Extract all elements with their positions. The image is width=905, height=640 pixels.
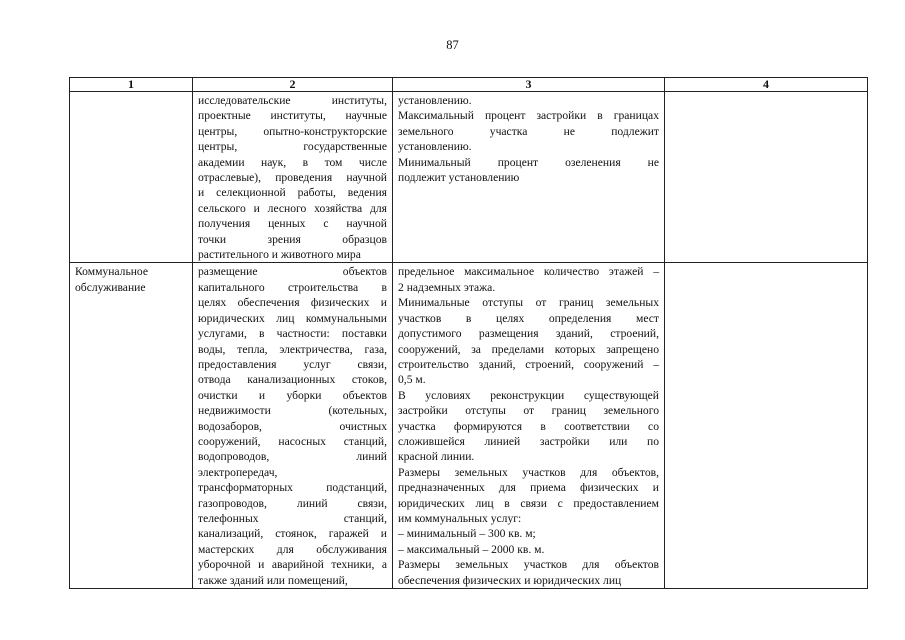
text-line: центры, опытно-конструкторские [198,124,387,138]
text-line: обслуживание [75,280,146,294]
text-line: – максимальный – 2000 кв. м. [398,542,545,556]
text-line: размещение объектов [198,265,387,279]
text-line: сооружений, насосных станций, [198,434,387,448]
text-line: сложившейся линией застройки или по [398,434,659,448]
text-line: недвижимости (котельных, [198,404,387,418]
text-line: сельского и лесного хозяйства для [198,201,387,215]
text-line: допустимого размещения зданий, строений, [398,327,659,341]
row2-col2-text [198,264,387,588]
text-line: получения ценных с научной [198,217,387,231]
text-line: участка формируются в соответствии со [398,419,659,433]
text-line: проектные институты, научные [198,109,387,123]
column-header-4: 4 [665,78,868,92]
text-line: очистки и уборки объектов [198,388,387,402]
text-line: газопроводов, линий связи, [198,496,387,510]
text-line: Минимальный процент озеленения не [398,155,659,169]
text-line: целях обеспечения физических и [198,296,387,310]
text-line: строительство зданий, строений, сооружений – [398,357,659,371]
text-line: им коммунальных услуг: [398,511,522,525]
page-number: 87 [446,38,459,52]
row1-col2-cell [193,92,393,263]
text-line: Максимальный процент застройки в границах [398,109,659,123]
text-line: электропередач, [198,465,278,479]
text-line: и селекционной работы, ведения [198,186,387,200]
text-line: отвода канализационных стоков, [198,373,387,387]
text-line: предназначенных для приема физических и [398,481,659,495]
text-line: центры, государственные [198,140,387,154]
text-line: 0,5 м. [398,373,426,387]
table-row [70,92,868,263]
text-line: исследовательские институты, [198,94,387,107]
text-line: земельного участка не подлежит [398,124,659,138]
text-line: предельное максимальное количество этажей – [398,265,659,279]
text-line: установлению. [398,94,472,107]
text-line: сооружений, за пределами которых запрещено [398,342,659,356]
text-line: обеспечения физических и юридических лиц [398,573,622,587]
row1-col1-cell [70,92,193,263]
table-row [70,263,868,589]
row2-col1-text [75,264,187,295]
text-line: академии наук, в том числе [198,155,387,169]
text-line: юридических лиц коммунальными [198,311,387,325]
text-line: растительного и животного мира [198,248,361,262]
text-line: подлежит установлению [398,171,520,185]
row1-col4-cell [665,92,868,263]
row1-col3-text [398,93,659,185]
row2-col1-cell [70,263,193,589]
text-line: отраслевые), проведения научной [198,171,387,185]
row1-col2-text [198,93,387,262]
row2-col4-cell [665,263,868,589]
text-line: точки зрения образцов [198,232,387,246]
text-line: канализаций, стоянок, гаражей и [198,527,387,541]
text-line: юридических лиц в связи с предоставлением [398,496,659,510]
column-header-1: 1 [70,78,193,92]
column-header-2: 2 [193,78,393,92]
text-line: телефонных станций, [198,511,387,525]
row1-col3-cell [393,92,665,263]
text-line: установлению. [398,140,472,154]
text-line: предоставления услуг связи, [198,357,387,371]
row2-col3-cell [393,263,665,589]
text-line: также зданий или помещений, [198,573,348,587]
text-line: Размеры земельных участков для объектов, [398,465,659,479]
regulations-table [69,77,868,589]
text-line: – минимальный – 300 кв. м; [398,527,536,541]
text-line: участков в целях определения мест [398,311,659,325]
text-line: мастерских для обслуживания [198,542,387,556]
text-line: водопроводов, линий [198,450,387,464]
text-line: уборочной и аварийной техники, а [198,558,387,572]
text-line: красной линии. [398,450,475,464]
text-line: Коммунальное [75,265,149,279]
text-line: капитального строительства в [198,280,387,294]
table-header-row [70,78,868,92]
row2-col2-cell [193,263,393,589]
text-line: застройки отступы от границ земельного [398,404,659,418]
text-line: 2 надземных этажа. [398,280,496,294]
text-line: воды, тепла, электричества, газа, [198,342,387,356]
column-header-3: 3 [393,78,665,92]
text-line: услугами, в частности: поставки [198,327,387,341]
text-line: водозаборов, очистных [198,419,387,433]
text-line: трансформаторных подстанций, [198,481,387,495]
row2-col3-text [398,264,659,588]
text-line: В условиях реконструкции существующей [398,388,659,402]
text-line: Размеры земельных участков для объектов [398,558,659,572]
text-line: Минимальные отступы от границ земельных [398,296,659,310]
